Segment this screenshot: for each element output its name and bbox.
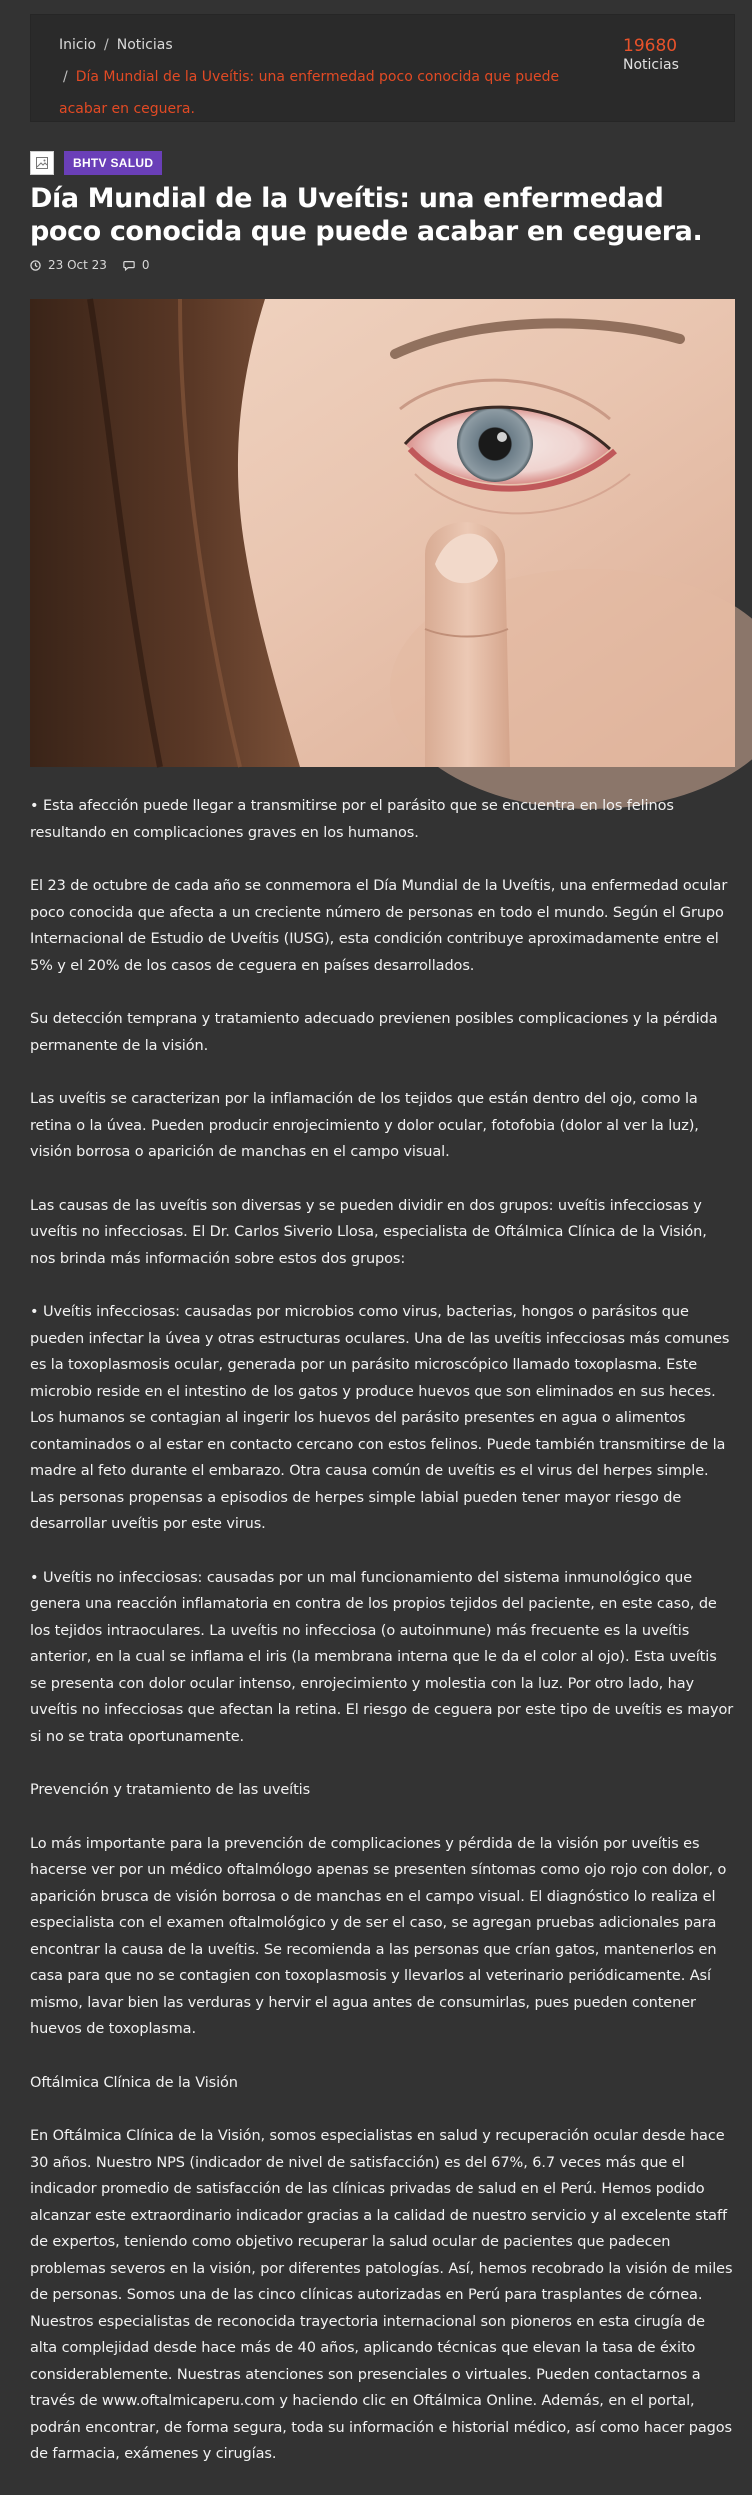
article-paragraph: El 23 de octubre de cada año se conmemora el Día Mundial de la Uveítis, una enfermedad ocular poco conocida que afecta a un creciente número de personas en todo el mundo. Según el Grupo Internacional de Estudio de Uveítis (IUSG), esta condición contribuye aproximadamente entre el 5% y el 20% de los casos de ceguera en países desarrollados.: [30, 878, 728, 974]
breadcrumb-bar: [30, 14, 735, 122]
news-counter[interactable]: [623, 37, 723, 74]
breadcrumb-current: Día Mundial de la Uveítis: una enfermedad poco conocida que puede acabar en ceguera.: [59, 69, 560, 117]
breadcrumb-section-link[interactable]: Noticias: [116, 37, 173, 53]
news-count: 19680: [623, 36, 678, 56]
article-paragraph: Las uveítis se caracterizan por la inflamación de los tejidos que están dentro del ojo, como la retina o la úvea. Pueden producir enrojecimiento y dolor ocular, fotofobia (dolor al ver la luz), visión borrosa o aparición de manchas en el campo visual.: [30, 1091, 699, 1160]
article-title: Día Mundial de la Uveítis: una enfermedad poco conocida que puede acabar en ceguera.: [30, 183, 703, 247]
image-icon: [30, 151, 54, 175]
breadcrumb-home-link[interactable]: Inicio: [59, 37, 97, 53]
article-paragraph: Su detección temprana y tratamiento adecuado previenen posibles complicaciones y la pérdida permanente de la visión.: [30, 1011, 718, 1054]
breadcrumb-separator: /: [104, 37, 109, 53]
article-paragraph: En Oftálmica Clínica de la Visión, somos especialistas en salud y recuperación ocular desde hace 30 años. Nuestro NPS (indicador de nivel de satisfacción) es del 67%, 6.7 veces más que el indicador promedio de satisfacción de las clínicas privadas de salud en el Perú. Hemos podido alcanzar este extraordinario indicador gracias a la calidad de nuestro servicio y al excelente staff de expertos, teniendo como objetivo recuperar la salud ocular de pacientes que padecen problemas severos en la visión, por diferentes patologías. Así, hemos recobrado la visión de miles de personas. Somos una de las cinco clínicas autorizadas en Perú para trasplantes de córnea. Nuestros especialistas de reconocida trayectoria internacional son pioneros en esta cirugía de alta complejidad desde hace más de 40 años, aplicando técnicas que elevan la tasa de éxito considerablemente. Nuestras atenciones son presenciales o virtuales. Pueden contactarnos a través de www.oftalmicaperu.com y haciendo clic en Oftálmica Online. Además, en el portal, podrán encontrar, de forma segura, toda su información e historial médico, así como hacer pagos de farmacia, exámenes y cirugías.: [30, 2128, 733, 2462]
article-paragraph: Las causas de las uveítis son diversas y se pueden dividir en dos grupos: uveítis infecciosas y uveítis no infecciosas. El Dr. Carlos Siverio Llosa, especialista de Oftálmica Clínica de la Visión, nos brinda más información sobre estos dos grupos:: [30, 1197, 707, 1267]
article-paragraph: • Esta afección puede llegar a transmitirse por el parásito que se encuentra en los felinos resultando en complicaciones graves en los humanos.: [30, 798, 674, 841]
category-badge[interactable]: BHTV SALUD: [64, 151, 162, 175]
category-row: [30, 151, 162, 175]
article-paragraph: • Uveítis infecciosas: causadas por microbios como virus, bacterias, hongos o parásitos que pueden infectar la úvea y otras estructuras oculares. Una de las uveítis infecciosas más comunes es la toxoplasmosis ocular, generada por un parásito microscópico llamado toxoplasma. Este microbio reside en el intestino de los gatos y produce huevos que son eliminados en sus heces. Los humanos se contagian al ingerir los huevos del parásito presentes en agua o alimentos contaminados o al estar en contacto cercano con estos felinos. Puede también transmitirse de la madre al feto durante el embarazo. Otra causa común de uveítis es el virus del herpes simple. Las personas propensas a episodios de herpes simple labial pueden tener mayor riesgo de desarrollar uveítis por este virus.: [30, 1304, 730, 1532]
article-body: [30, 793, 735, 2495]
article-paragraph: • Uveítis no infecciosas: causadas por un mal funcionamiento del sistema inmunológico que genera una reacción inflamatoria en contra de los propios tejidos del paciente, en este caso, de los tejidos intraoculares. La uveítis no infecciosa (o autoinmune) más frecuente es la uveítis anterior, en la cual se inflama el iris (la membrana interna que le da el color al ojo). Esta uveítis se presenta con dolor ocular intenso, enrojecimiento y molestia con la luz. Por otro lado, hay uveítis no infecciosas que afectan la retina. El riesgo de ceguera por este tipo de uveítis es mayor si no se trata oportunamente.: [30, 1569, 734, 1745]
clock-icon: [30, 260, 41, 271]
article-paragraph: Lo más importante para la prevención de complicaciones y pérdida de la visión por uveítis es hacerse ver por un médico oftalmólogo apenas se presenten síntomas como ojo rojo con dolor, o aparición brusca de visión borrosa o de manchas en el campo visual. El diagnóstico lo realiza el especialista con el examen oftalmológico y de ser el caso, se agregan pruebas adicionales para encontrar la causa de la uveítis. Se recomienda a las personas que crían gatos, mantenerlos en casa para que no se contagien con toxoplasmosis y llevarlos al veterinario periódicamente. Así mismo, lavar bien las verduras y hervir el agua antes de consumirlas, pues pueden contener huevos de toxoplasma.: [30, 1835, 727, 2037]
section-heading: Prevención y tratamiento de las uveítis: [30, 1782, 311, 1798]
article-date: 23 Oct 23: [48, 258, 107, 272]
breadcrumb-separator: /: [63, 69, 68, 85]
article-hero-image: [30, 299, 735, 767]
comment-count[interactable]: 0: [141, 258, 150, 272]
article-meta: [30, 257, 150, 273]
comment-icon[interactable]: [123, 260, 135, 271]
section-heading: Oftálmica Clínica de la Visión: [30, 2074, 238, 2091]
news-count-label: Noticias: [623, 57, 679, 73]
breadcrumb: [59, 29, 599, 125]
